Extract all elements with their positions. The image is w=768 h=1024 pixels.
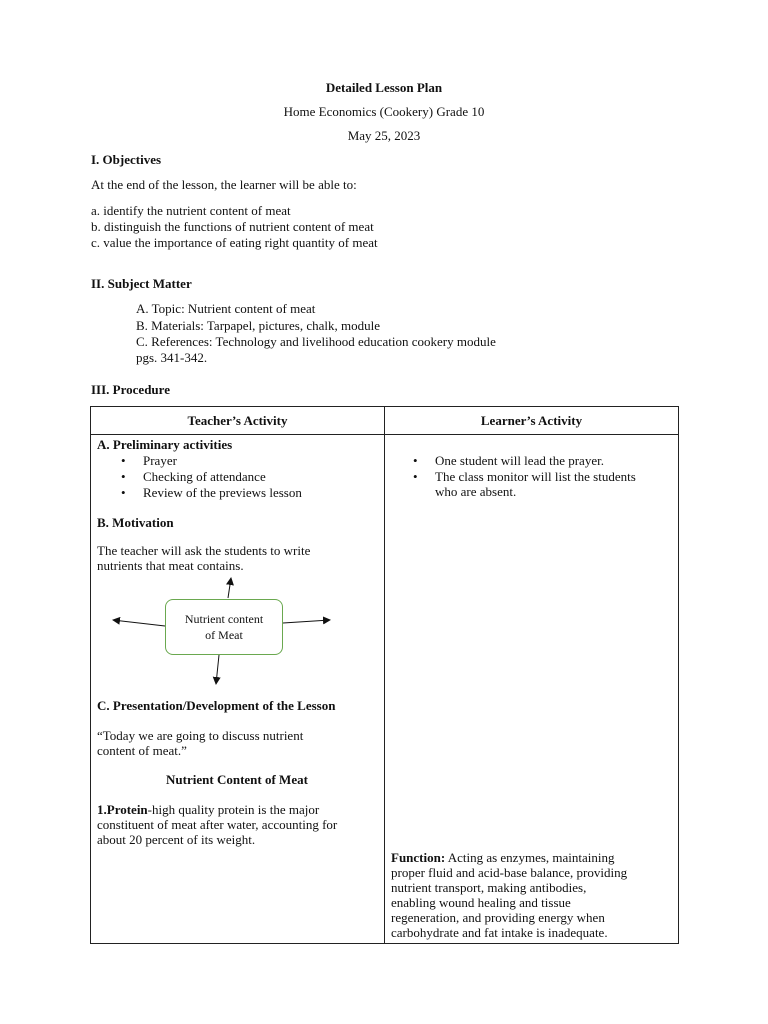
presentation-quote: “Today we are going to discuss nutrient [97, 728, 304, 743]
arrow-left [113, 620, 165, 626]
presentation-heading: C. Presentation/Development of the Lesson [97, 698, 336, 713]
motivation-text: nutrients that meat contains. [97, 558, 244, 573]
objective-item: a. identify the nutrient content of meat [91, 203, 291, 218]
subject-references-pages: pgs. 341-342. [136, 350, 208, 365]
procedure-heading: III. Procedure [91, 382, 170, 397]
subject-references: C. References: Technology and livelihood education cookery module [136, 334, 496, 349]
function-label: Function: [391, 850, 446, 865]
objective-item: b. distinguish the functions of nutrient content of meat [91, 219, 374, 234]
list-item: • The class monitor will list the students [413, 469, 636, 484]
subject-matter-heading: II. Subject Matter [91, 276, 192, 291]
document-subject: Home Economics (Cookery) Grade 10 [283, 104, 485, 119]
nutrient-content-subheading: Nutrient Content of Meat [166, 772, 308, 787]
list-item-continuation: who are absent. [435, 484, 517, 499]
motivation-heading: B. Motivation [97, 515, 174, 530]
list-item: • Checking of attendance [121, 469, 302, 484]
arrow-up [228, 578, 231, 598]
objectives-heading: I. Objectives [91, 152, 162, 167]
concept-node-nutrient-content [165, 599, 283, 655]
function-text: Acting as enzymes, maintaining [445, 850, 615, 865]
protein-text: about 20 percent of its weight. [97, 832, 256, 847]
subject-topic: A. Topic: Nutrient content of meat [136, 301, 316, 316]
column-header-teacher: Teacher’s Activity [91, 407, 385, 435]
protein-paragraph [97, 802, 319, 817]
arrow-down [216, 655, 219, 684]
motivation-text: The teacher will ask the students to write [97, 543, 311, 558]
function-text: enabling wound healing and tissue [391, 895, 571, 910]
function-text: regeneration, and providing energy when [391, 910, 605, 925]
list-item: • One student will lead the prayer. [413, 453, 636, 468]
node-label: of Meat [205, 628, 243, 642]
protein-label: 1.Protein [97, 802, 148, 817]
learner-activity-list [413, 453, 636, 484]
document-title: Detailed Lesson Plan [325, 80, 443, 95]
objectives-intro: At the end of the lesson, the learner will be able to: [91, 177, 357, 192]
document-date: May 25, 2023 [347, 128, 421, 143]
function-text: proper fluid and acid-base balance, providing [391, 865, 628, 880]
column-header-learner: Learner’s Activity [385, 407, 679, 435]
protein-text: constituent of meat after water, accounting for [97, 817, 338, 832]
presentation-quote: content of meat.” [97, 743, 187, 758]
subject-materials: B. Materials: Tarpapel, pictures, chalk, module [136, 318, 380, 333]
function-paragraph [391, 850, 615, 865]
node-label: Nutrient content [184, 612, 264, 626]
preliminary-heading: A. Preliminary activities [97, 437, 233, 452]
arrow-right [283, 620, 330, 623]
list-item: • Review of the previews lesson [121, 485, 302, 500]
list-item: • Prayer [121, 453, 302, 468]
protein-text: -high quality protein is the major [147, 802, 320, 817]
objective-item: c. value the importance of eating right quantity of meat [91, 235, 378, 250]
function-text: nutrient transport, making antibodies, [391, 880, 587, 895]
function-text: carbohydrate and fat intake is inadequate. [391, 925, 608, 940]
